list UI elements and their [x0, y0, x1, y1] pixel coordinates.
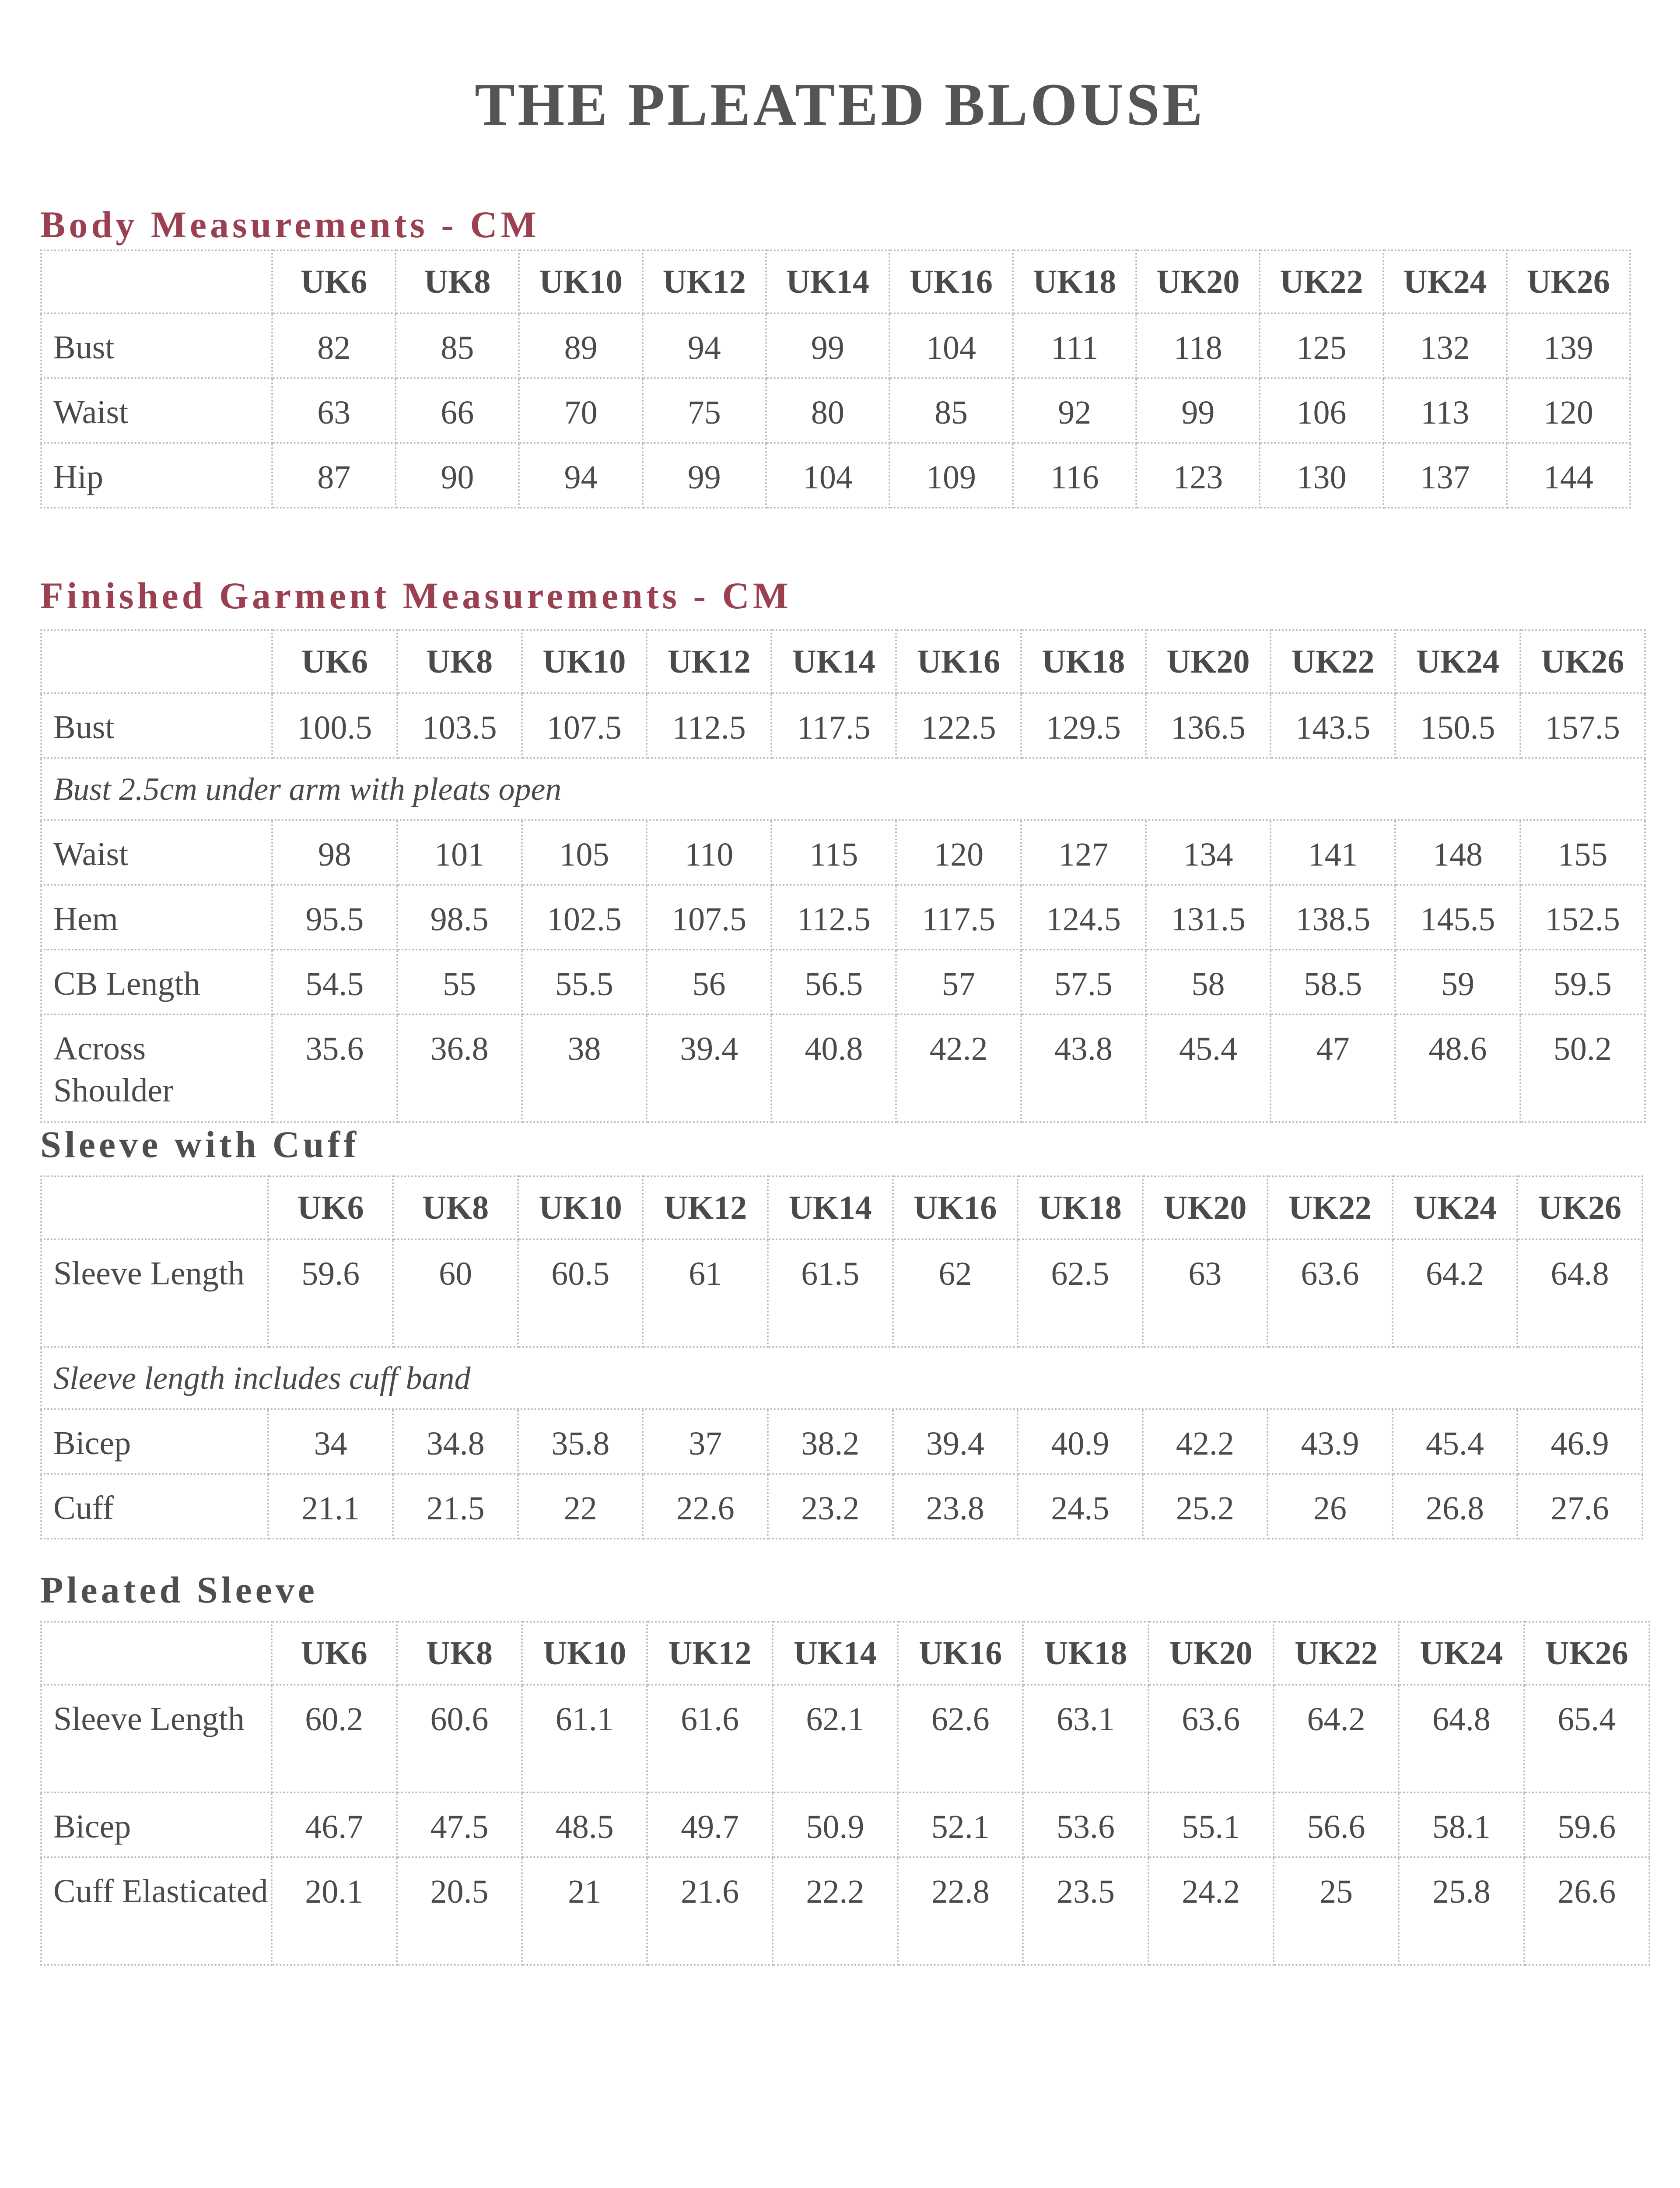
cell-value: 35.6: [272, 1014, 397, 1122]
row-label: Bust: [41, 693, 272, 758]
cell-value: 120: [1507, 378, 1630, 443]
size-header: UK14: [768, 1176, 893, 1239]
sleeve-with-cuff-table: [40, 1175, 1643, 1539]
cell-value: 99: [1136, 378, 1260, 443]
cell-value: 23.5: [1023, 1857, 1148, 1965]
cell-value: 55: [397, 950, 522, 1014]
cell-value: 104: [766, 443, 889, 508]
size-header: UK12: [643, 250, 766, 313]
cell-value: 111: [1013, 313, 1136, 378]
section-finished-garment: [40, 575, 1624, 1109]
cell-value: 100.5: [272, 693, 397, 758]
cell-value: 26.6: [1524, 1857, 1649, 1965]
row-label: Sleeve Length: [41, 1239, 268, 1347]
cell-value: 55.1: [1148, 1792, 1274, 1857]
header-row: [41, 630, 1645, 693]
page-title: THE PLEATED BLOUSE: [475, 71, 1205, 138]
header-row: [41, 1176, 1642, 1239]
cell-value: 58.1: [1399, 1792, 1524, 1857]
table-note: Bust 2.5cm under arm with pleats open: [41, 758, 1645, 820]
cell-value: 157.5: [1520, 693, 1645, 758]
cell-value: 117.5: [896, 885, 1021, 950]
cell-value: 23.2: [768, 1474, 893, 1539]
cell-value: 38: [522, 1014, 647, 1122]
row-label: Cuff: [41, 1474, 268, 1539]
cell-value: 80: [766, 378, 889, 443]
cell-value: 34: [268, 1409, 393, 1474]
cell-value: 136.5: [1146, 693, 1270, 758]
size-header: UK10: [519, 250, 642, 313]
cell-value: 134: [1146, 820, 1270, 885]
cell-value: 27.6: [1517, 1474, 1642, 1539]
table-row: [41, 1857, 1649, 1965]
cell-value: 39.4: [893, 1409, 1018, 1474]
size-header: UK18: [1023, 1622, 1148, 1685]
cell-value: 123: [1136, 443, 1260, 508]
cell-value: 127: [1021, 820, 1146, 885]
cell-value: 47: [1270, 1014, 1395, 1122]
cell-value: 103.5: [397, 693, 522, 758]
row-label: Waist: [41, 820, 272, 885]
size-header: UK18: [1018, 1176, 1143, 1239]
note-row: [41, 758, 1645, 820]
cell-value: 95.5: [272, 885, 397, 950]
size-header: UK22: [1267, 1176, 1393, 1239]
cell-value: 124.5: [1021, 885, 1146, 950]
cell-value: 49.7: [647, 1792, 772, 1857]
size-header: UK6: [272, 1622, 397, 1685]
cell-value: 94: [519, 443, 642, 508]
cell-value: 60.5: [518, 1239, 643, 1347]
cell-value: 24.5: [1018, 1474, 1143, 1539]
cell-value: 35.8: [518, 1409, 643, 1474]
row-label: CB Length: [41, 950, 272, 1014]
cell-value: 132: [1383, 313, 1507, 378]
size-header: UK16: [893, 1176, 1018, 1239]
cell-value: 62.5: [1018, 1239, 1143, 1347]
section-heading: Sleeve with Cuff: [40, 1123, 360, 1165]
cell-value: 63: [1143, 1239, 1268, 1347]
cell-value: 63.6: [1267, 1239, 1393, 1347]
cell-value: 129.5: [1021, 693, 1146, 758]
cell-value: 70: [519, 378, 642, 443]
size-header: UK22: [1260, 250, 1383, 313]
cell-value: 64.2: [1274, 1685, 1399, 1792]
cell-value: 101: [397, 820, 522, 885]
cell-value: 21.6: [647, 1857, 772, 1965]
header-corner: [41, 250, 272, 313]
size-header: UK12: [643, 1176, 768, 1239]
cell-value: 98: [272, 820, 397, 885]
cell-value: 110: [647, 820, 771, 885]
cell-value: 48.5: [522, 1792, 647, 1857]
header-corner: [41, 1176, 268, 1239]
size-header: UK8: [393, 1176, 518, 1239]
cell-value: 90: [396, 443, 519, 508]
cell-value: 46.7: [272, 1792, 397, 1857]
size-header: UK6: [268, 1176, 393, 1239]
size-header: UK16: [898, 1622, 1023, 1685]
cell-value: 59.5: [1520, 950, 1645, 1014]
size-header: UK8: [397, 630, 522, 693]
cell-value: 112.5: [647, 693, 771, 758]
cell-value: 58.5: [1270, 950, 1395, 1014]
section-heading: Pleated Sleeve: [40, 1569, 318, 1611]
row-label: Cuff Elasticated: [41, 1857, 272, 1965]
table-row: [41, 1014, 1645, 1122]
cell-value: 43.9: [1267, 1409, 1393, 1474]
table-row: [41, 1409, 1642, 1474]
row-label: Hip: [41, 443, 272, 508]
cell-value: 26: [1267, 1474, 1393, 1539]
size-header: UK8: [396, 250, 519, 313]
cell-value: 37: [643, 1409, 768, 1474]
cell-value: 22: [518, 1474, 643, 1539]
section-pleated-sleeve: [40, 1569, 1628, 1910]
cell-value: 58: [1146, 950, 1270, 1014]
cell-value: 47.5: [397, 1792, 522, 1857]
cell-value: 60.2: [272, 1685, 397, 1792]
size-header: UK26: [1507, 250, 1630, 313]
size-header: UK18: [1021, 630, 1146, 693]
cell-value: 61.1: [522, 1685, 647, 1792]
cell-value: 82: [272, 313, 396, 378]
header-corner: [41, 630, 272, 693]
cell-value: 75: [643, 378, 766, 443]
size-header: UK24: [1383, 250, 1507, 313]
table-row: [41, 885, 1645, 950]
row-label: Across Shoulder: [41, 1014, 272, 1122]
section-sleeve-with-cuff: [40, 1123, 1622, 1527]
cell-value: 53.6: [1023, 1792, 1148, 1857]
cell-value: 98.5: [397, 885, 522, 950]
cell-value: 60: [393, 1239, 518, 1347]
size-header: UK14: [771, 630, 896, 693]
cell-value: 50.2: [1520, 1014, 1645, 1122]
header-corner: [41, 1622, 272, 1685]
cell-value: 85: [396, 313, 519, 378]
cell-value: 87: [272, 443, 396, 508]
cell-value: 122.5: [896, 693, 1021, 758]
size-header: UK14: [773, 1622, 898, 1685]
row-label: Waist: [41, 378, 272, 443]
cell-value: 131.5: [1146, 885, 1270, 950]
cell-value: 92: [1013, 378, 1136, 443]
cell-value: 117.5: [771, 693, 896, 758]
size-header: UK20: [1143, 1176, 1268, 1239]
cell-value: 104: [889, 313, 1013, 378]
cell-value: 60.6: [397, 1685, 522, 1792]
cell-value: 145.5: [1395, 885, 1520, 950]
size-header: UK26: [1517, 1176, 1642, 1239]
cell-value: 45.4: [1393, 1409, 1518, 1474]
cell-value: 137: [1383, 443, 1507, 508]
cell-value: 50.9: [773, 1792, 898, 1857]
cell-value: 99: [643, 443, 766, 508]
cell-value: 25.2: [1143, 1474, 1268, 1539]
cell-value: 106: [1260, 378, 1383, 443]
cell-value: 43.8: [1021, 1014, 1146, 1122]
cell-value: 62.1: [773, 1685, 898, 1792]
table-row: [41, 1474, 1642, 1539]
cell-value: 64.8: [1399, 1685, 1524, 1792]
size-header: UK24: [1395, 630, 1520, 693]
cell-value: 138.5: [1270, 885, 1395, 950]
cell-value: 63.6: [1148, 1685, 1274, 1792]
cell-value: 55.5: [522, 950, 647, 1014]
cell-value: 59: [1395, 950, 1520, 1014]
cell-value: 99: [766, 313, 889, 378]
cell-value: 105: [522, 820, 647, 885]
row-label: Bicep: [41, 1792, 272, 1857]
table-note: Sleeve length includes cuff band: [41, 1347, 1642, 1409]
size-header: UK8: [397, 1622, 522, 1685]
table-row: [41, 693, 1645, 758]
row-label: Sleeve Length: [41, 1685, 272, 1792]
row-label: Hem: [41, 885, 272, 950]
cell-value: 113: [1383, 378, 1507, 443]
note-row: [41, 1347, 1642, 1409]
cell-value: 109: [889, 443, 1013, 508]
size-header: UK22: [1270, 630, 1395, 693]
size-header: UK6: [272, 250, 396, 313]
cell-value: 25.8: [1399, 1857, 1524, 1965]
cell-value: 59.6: [1524, 1792, 1649, 1857]
row-label: Bust: [41, 313, 272, 378]
cell-value: 115: [771, 820, 896, 885]
cell-value: 40.9: [1018, 1409, 1143, 1474]
pleated-sleeve-table: [40, 1621, 1650, 1966]
table-row: [41, 1685, 1649, 1792]
cell-value: 152.5: [1520, 885, 1645, 950]
cell-value: 143.5: [1270, 693, 1395, 758]
cell-value: 89: [519, 313, 642, 378]
cell-value: 20.1: [272, 1857, 397, 1965]
cell-value: 21: [522, 1857, 647, 1965]
cell-value: 26.8: [1393, 1474, 1518, 1539]
row-label: Bicep: [41, 1409, 268, 1474]
cell-value: 61.5: [768, 1239, 893, 1347]
cell-value: 125: [1260, 313, 1383, 378]
cell-value: 116: [1013, 443, 1136, 508]
size-header: UK22: [1274, 1622, 1399, 1685]
cell-value: 22.6: [643, 1474, 768, 1539]
size-header: UK12: [647, 630, 771, 693]
cell-value: 39.4: [647, 1014, 771, 1122]
size-header: UK24: [1393, 1176, 1518, 1239]
header-row: [41, 1622, 1649, 1685]
cell-value: 46.9: [1517, 1409, 1642, 1474]
cell-value: 25: [1274, 1857, 1399, 1965]
table-row: [41, 443, 1630, 508]
cell-value: 48.6: [1395, 1014, 1520, 1122]
cell-value: 144: [1507, 443, 1630, 508]
cell-value: 52.1: [898, 1792, 1023, 1857]
size-header: UK16: [896, 630, 1021, 693]
cell-value: 57: [896, 950, 1021, 1014]
cell-value: 42.2: [1143, 1409, 1268, 1474]
cell-value: 107.5: [522, 693, 647, 758]
cell-value: 21.5: [393, 1474, 518, 1539]
size-header: UK16: [889, 250, 1013, 313]
header-row: [41, 250, 1630, 313]
table-row: [41, 1239, 1642, 1347]
finished-garment-table: [40, 629, 1646, 1123]
cell-value: 21.1: [268, 1474, 393, 1539]
size-header: UK24: [1399, 1622, 1524, 1685]
cell-value: 54.5: [272, 950, 397, 1014]
cell-value: 85: [889, 378, 1013, 443]
cell-value: 56.6: [1274, 1792, 1399, 1857]
size-header: UK12: [647, 1622, 772, 1685]
section-body-measurements: [40, 203, 1610, 496]
cell-value: 23.8: [893, 1474, 1018, 1539]
cell-value: 63: [272, 378, 396, 443]
cell-value: 61.6: [647, 1685, 772, 1792]
cell-value: 20.5: [397, 1857, 522, 1965]
cell-value: 36.8: [397, 1014, 522, 1122]
table-row: [41, 820, 1645, 885]
cell-value: 38.2: [768, 1409, 893, 1474]
cell-value: 62: [893, 1239, 1018, 1347]
cell-value: 139: [1507, 313, 1630, 378]
cell-value: 148: [1395, 820, 1520, 885]
size-header: UK10: [522, 630, 647, 693]
cell-value: 64.2: [1393, 1239, 1518, 1347]
table-row: [41, 950, 1645, 1014]
size-header: UK18: [1013, 250, 1136, 313]
cell-value: 45.4: [1146, 1014, 1270, 1122]
cell-value: 56: [647, 950, 771, 1014]
cell-value: 63.1: [1023, 1685, 1148, 1792]
cell-value: 107.5: [647, 885, 771, 950]
cell-value: 94: [643, 313, 766, 378]
size-header: UK20: [1148, 1622, 1274, 1685]
size-header: UK26: [1520, 630, 1645, 693]
cell-value: 61: [643, 1239, 768, 1347]
cell-value: 56.5: [771, 950, 896, 1014]
size-header: UK10: [522, 1622, 647, 1685]
cell-value: 118: [1136, 313, 1260, 378]
table-row: [41, 313, 1630, 378]
section-heading: Finished Garment Measurements - CM: [40, 575, 792, 617]
size-header: UK20: [1146, 630, 1270, 693]
cell-value: 112.5: [771, 885, 896, 950]
cell-value: 24.2: [1148, 1857, 1274, 1965]
cell-value: 34.8: [393, 1409, 518, 1474]
cell-value: 102.5: [522, 885, 647, 950]
size-header: UK14: [766, 250, 889, 313]
table-row: [41, 378, 1630, 443]
cell-value: 42.2: [896, 1014, 1021, 1122]
cell-value: 57.5: [1021, 950, 1146, 1014]
cell-value: 155: [1520, 820, 1645, 885]
table-row: [41, 1792, 1649, 1857]
size-header: UK20: [1136, 250, 1260, 313]
section-heading: Body Measurements - CM: [40, 203, 540, 245]
size-header: UK26: [1524, 1622, 1649, 1685]
cell-value: 141: [1270, 820, 1395, 885]
cell-value: 65.4: [1524, 1685, 1649, 1792]
cell-value: 120: [896, 820, 1021, 885]
cell-value: 59.6: [268, 1239, 393, 1347]
cell-value: 66: [396, 378, 519, 443]
cell-value: 62.6: [898, 1685, 1023, 1792]
cell-value: 130: [1260, 443, 1383, 508]
cell-value: 22.8: [898, 1857, 1023, 1965]
cell-value: 150.5: [1395, 693, 1520, 758]
cell-value: 64.8: [1517, 1239, 1642, 1347]
size-header: UK10: [518, 1176, 643, 1239]
size-header: UK6: [272, 630, 397, 693]
cell-value: 22.2: [773, 1857, 898, 1965]
body-measurements-table: [40, 249, 1631, 508]
cell-value: 40.8: [771, 1014, 896, 1122]
